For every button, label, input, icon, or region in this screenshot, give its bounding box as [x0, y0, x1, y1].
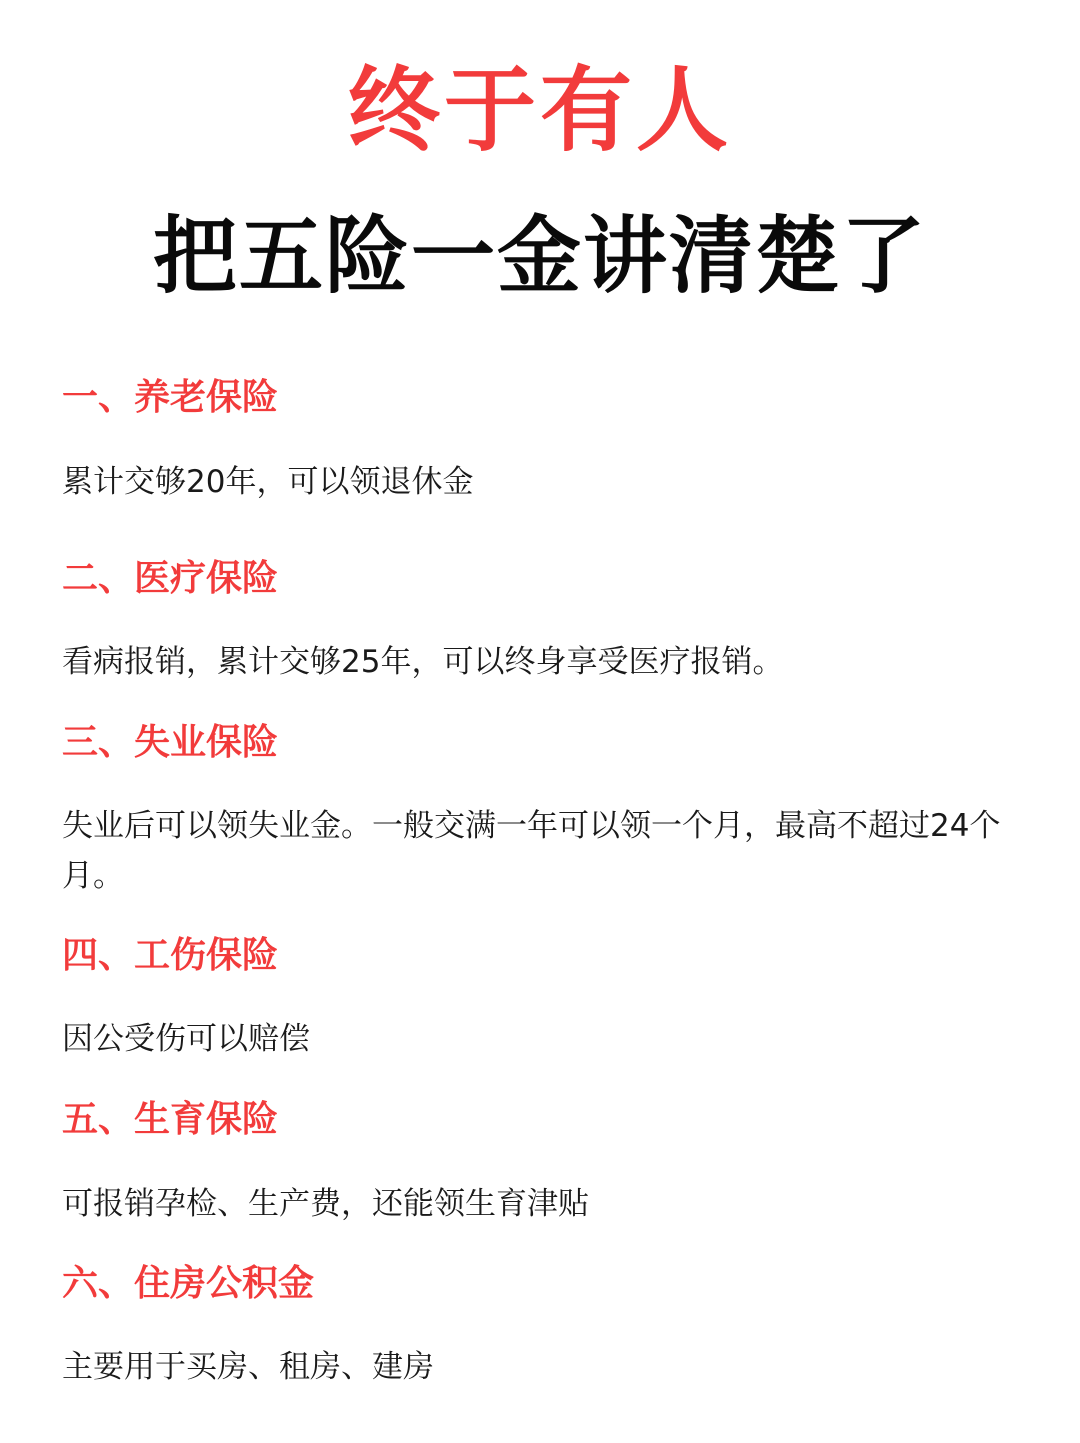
section-pension-insurance: [62, 376, 1022, 507]
section-heading: 三、失业保险: [62, 722, 279, 763]
section-heading: 一、养老保险: [62, 377, 279, 418]
section-heading: 五、生育保险: [62, 1099, 279, 1140]
section-body: 可报销孕检、生产费，还能领生育津贴: [62, 1186, 589, 1222]
section-body: 主要用于买房、租房、建房: [62, 1349, 434, 1385]
section-heading: 二、医疗保险: [62, 558, 279, 599]
section-body: 失业后可以领失业金。一般交满一年可以领一个月，最高不超过24个月。: [62, 808, 1001, 894]
title-line-1: 终于有人: [347, 57, 732, 164]
section-body: 因公受伤可以赔偿: [62, 1021, 310, 1057]
section-maternity-insurance: [62, 1098, 1022, 1229]
section-body: 累计交够20年，可以领退休金: [62, 464, 474, 500]
section-heading: 六、住房公积金: [62, 1263, 315, 1304]
section-heading: 四、工伤保险: [62, 935, 279, 976]
section-work-injury-insurance: [62, 934, 1022, 1064]
title-line-2: 把五险一金讲清楚了: [152, 207, 927, 305]
section-medical-insurance: [62, 557, 1022, 687]
section-unemployment-insurance: [62, 721, 1022, 901]
section-housing-fund: [62, 1262, 1022, 1392]
section-body: 看病报销，累计交够25年，可以终身享受医疗报销。: [62, 644, 784, 680]
